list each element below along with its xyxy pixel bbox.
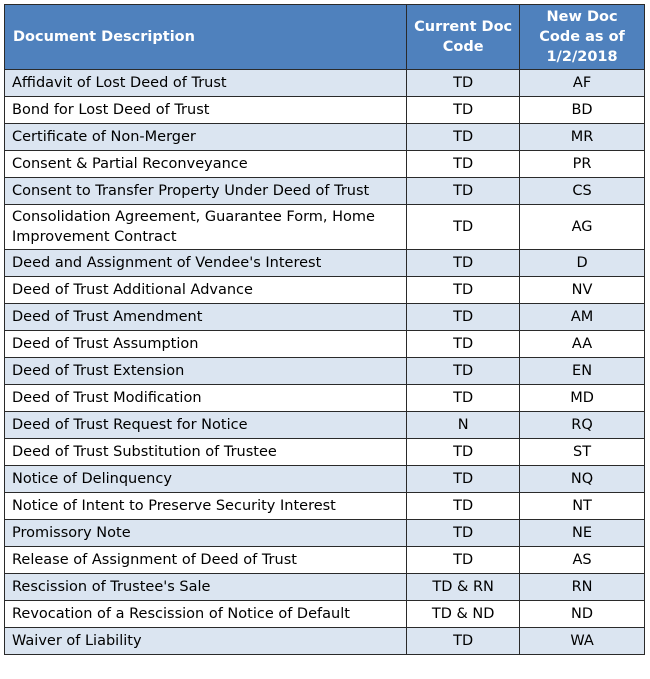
current-doc-code-cell: TD — [407, 547, 520, 574]
table-body — [5, 70, 645, 655]
document-description-cell: Deed of Trust Assumption — [5, 331, 407, 358]
document-description-cell: Consolidation Agreement, Guarantee Form, Home Improvement Contract — [5, 205, 407, 250]
document-description-cell: Consent & Partial Reconveyance — [5, 151, 407, 178]
table-header-row — [5, 5, 645, 70]
current-doc-code-cell: TD — [407, 520, 520, 547]
current-doc-code-cell: TD — [407, 151, 520, 178]
current-doc-code-cell: TD & ND — [407, 601, 520, 628]
table-row — [5, 493, 645, 520]
current-doc-code-cell: TD — [407, 331, 520, 358]
table-row — [5, 304, 645, 331]
current-doc-code-cell: TD — [407, 277, 520, 304]
table-row — [5, 412, 645, 439]
table-row — [5, 250, 645, 277]
document-description-cell: Deed of Trust Request for Notice — [5, 412, 407, 439]
document-description-cell: Rescission of Trustee's Sale — [5, 574, 407, 601]
new-doc-code-cell: NQ — [520, 466, 645, 493]
current-doc-code-cell: TD — [407, 385, 520, 412]
document-description-cell: Release of Assignment of Deed of Trust — [5, 547, 407, 574]
current-doc-code-cell: TD — [407, 628, 520, 655]
table-row — [5, 70, 645, 97]
table-row — [5, 601, 645, 628]
new-doc-code-cell: EN — [520, 358, 645, 385]
table-row — [5, 385, 645, 412]
table-row — [5, 205, 645, 250]
table-row — [5, 178, 645, 205]
new-doc-code-cell: AM — [520, 304, 645, 331]
new-doc-code-cell: NV — [520, 277, 645, 304]
document-description-cell: Deed of Trust Substitution of Trustee — [5, 439, 407, 466]
new-doc-code-cell: CS — [520, 178, 645, 205]
document-description-cell: Deed of Trust Amendment — [5, 304, 407, 331]
document-description-cell: Notice of Intent to Preserve Security Interest — [5, 493, 407, 520]
current-doc-code-cell: TD — [407, 358, 520, 385]
table-row — [5, 466, 645, 493]
current-doc-code-cell: TD — [407, 250, 520, 277]
table-row — [5, 124, 645, 151]
table-row — [5, 628, 645, 655]
current-doc-code-cell: TD — [407, 304, 520, 331]
document-description-cell: Consent to Transfer Property Under Deed of Trust — [5, 178, 407, 205]
current-doc-code-cell: TD — [407, 439, 520, 466]
table-row — [5, 151, 645, 178]
current-doc-code-cell: TD — [407, 205, 520, 250]
header-new-doc-code: New Doc Code as of 1/2/2018 — [520, 5, 645, 70]
new-doc-code-cell: AS — [520, 547, 645, 574]
current-doc-code-cell: TD — [407, 124, 520, 151]
doc-code-table — [4, 4, 645, 655]
document-description-cell: Deed and Assignment of Vendee's Interest — [5, 250, 407, 277]
table-row — [5, 97, 645, 124]
new-doc-code-cell: MD — [520, 385, 645, 412]
current-doc-code-cell: TD & RN — [407, 574, 520, 601]
new-doc-code-cell: BD — [520, 97, 645, 124]
current-doc-code-cell: TD — [407, 466, 520, 493]
new-doc-code-cell: NT — [520, 493, 645, 520]
current-doc-code-cell: N — [407, 412, 520, 439]
new-doc-code-cell: RN — [520, 574, 645, 601]
new-doc-code-cell: NE — [520, 520, 645, 547]
table-row — [5, 439, 645, 466]
document-description-cell: Deed of Trust Additional Advance — [5, 277, 407, 304]
current-doc-code-cell: TD — [407, 493, 520, 520]
table-row — [5, 331, 645, 358]
document-description-cell: Deed of Trust Modification — [5, 385, 407, 412]
table-row — [5, 520, 645, 547]
document-description-cell: Promissory Note — [5, 520, 407, 547]
new-doc-code-cell: PR — [520, 151, 645, 178]
new-doc-code-cell: RQ — [520, 412, 645, 439]
doc-code-table-container — [4, 4, 645, 655]
current-doc-code-cell: TD — [407, 178, 520, 205]
new-doc-code-cell: ST — [520, 439, 645, 466]
header-current-doc-code: Current Doc Code — [407, 5, 520, 70]
document-description-cell: Notice of Delinquency — [5, 466, 407, 493]
document-description-cell: Certificate of Non-Merger — [5, 124, 407, 151]
new-doc-code-cell: AG — [520, 205, 645, 250]
new-doc-code-cell: ND — [520, 601, 645, 628]
table-row — [5, 547, 645, 574]
new-doc-code-cell: MR — [520, 124, 645, 151]
header-document-description: Document Description — [5, 5, 407, 70]
document-description-cell: Revocation of a Rescission of Notice of Default — [5, 601, 407, 628]
document-description-cell: Affidavit of Lost Deed of Trust — [5, 70, 407, 97]
table-row — [5, 574, 645, 601]
new-doc-code-cell: AA — [520, 331, 645, 358]
current-doc-code-cell: TD — [407, 70, 520, 97]
current-doc-code-cell: TD — [407, 97, 520, 124]
new-doc-code-cell: WA — [520, 628, 645, 655]
new-doc-code-cell: D — [520, 250, 645, 277]
document-description-cell: Waiver of Liability — [5, 628, 407, 655]
table-row — [5, 358, 645, 385]
table-row — [5, 277, 645, 304]
new-doc-code-cell: AF — [520, 70, 645, 97]
document-description-cell: Deed of Trust Extension — [5, 358, 407, 385]
document-description-cell: Bond for Lost Deed of Trust — [5, 97, 407, 124]
